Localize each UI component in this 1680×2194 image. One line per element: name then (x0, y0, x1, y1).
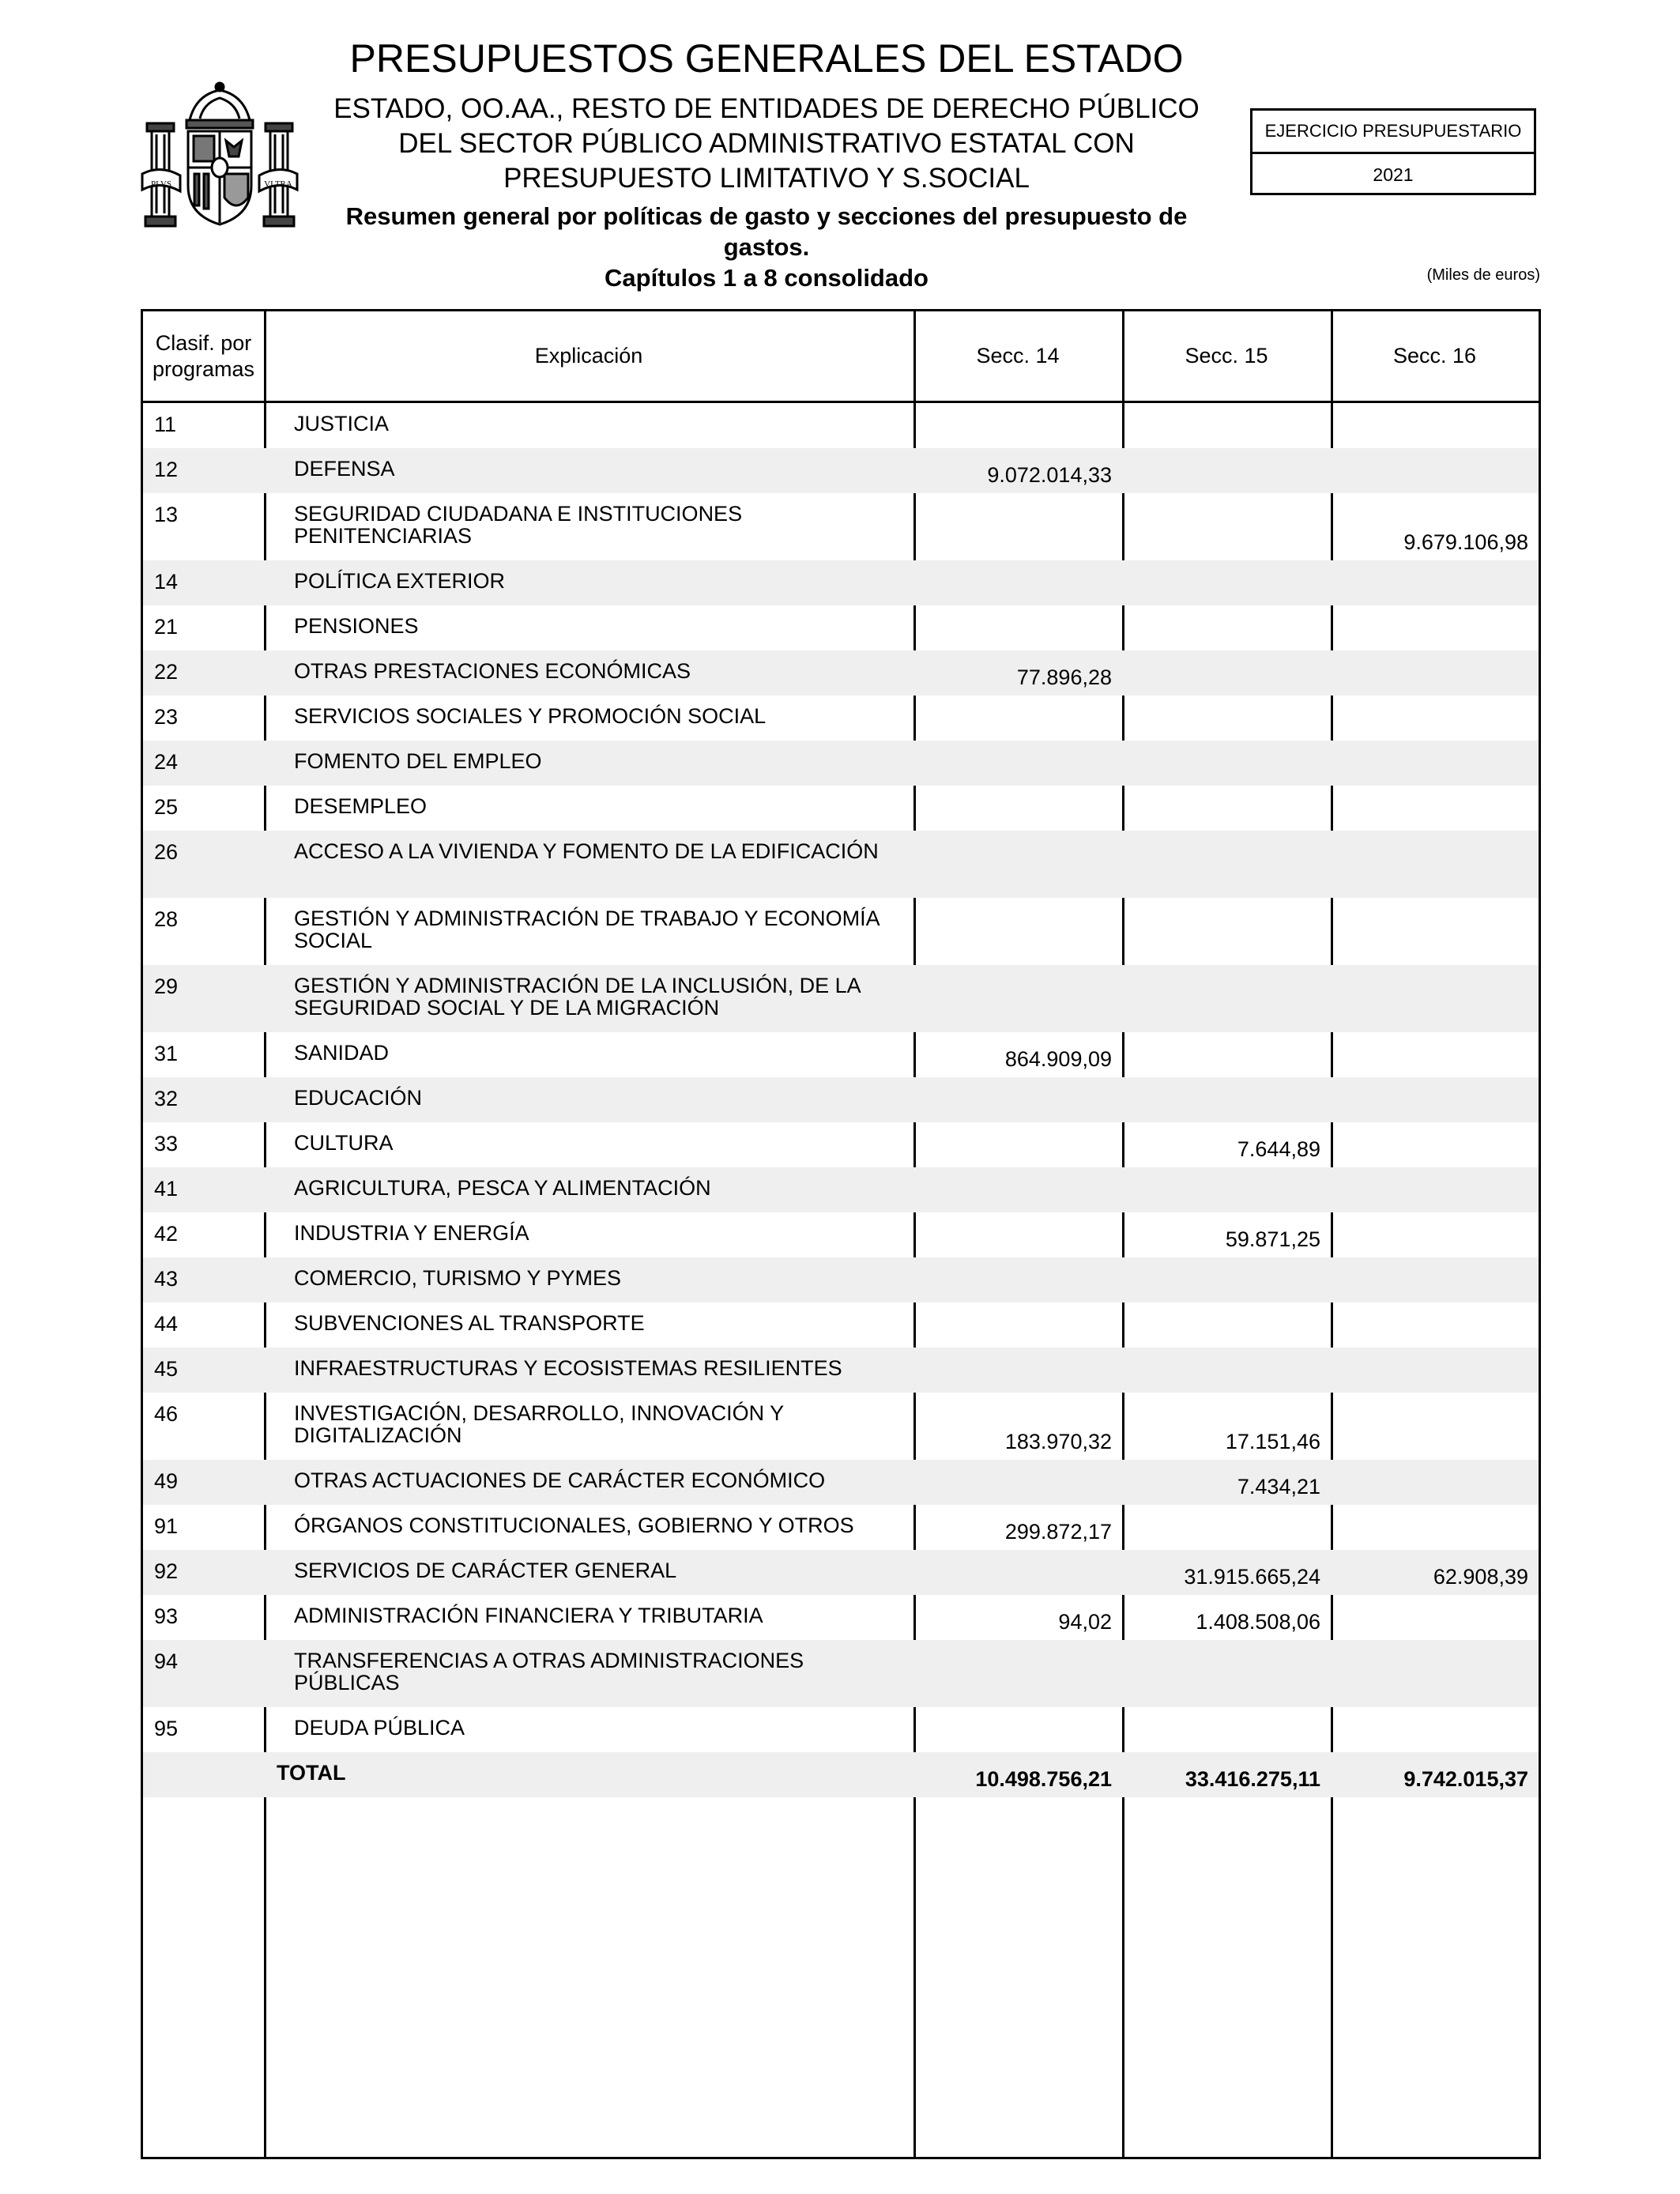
table-row (143, 650, 1539, 696)
table-row (143, 1595, 1539, 1640)
row-secc-15 (1122, 1167, 1331, 1212)
row-explicacion: FOMENTO DEL EMPLEO (294, 749, 542, 773)
row-code: 24 (154, 750, 179, 774)
row-explicacion: ACCESO A LA VIVIENDA Y FOMENTO DE LA EDIFICACIÓN (294, 839, 879, 863)
table-row (143, 605, 1539, 650)
table-row (143, 741, 1539, 786)
column-header-secc-15: Secc. 15 (1185, 344, 1268, 368)
row-secc-15 (1122, 965, 1331, 1032)
row-code: 21 (154, 615, 179, 639)
row-secc-15 (1122, 741, 1331, 786)
row-secc-15: 31.915.665,24 (1184, 1565, 1320, 1589)
row-secc-15 (1122, 493, 1331, 560)
row-explicacion: ADMINISTRACIÓN FINANCIERA Y TRIBUTARIA (294, 1604, 763, 1627)
table-row (143, 786, 1539, 831)
table-row (143, 831, 1539, 898)
row-code: 43 (154, 1267, 179, 1291)
row-secc-14: 94,02 (1058, 1610, 1112, 1634)
total-label: TOTAL (277, 1761, 346, 1785)
row-code: 91 (154, 1514, 179, 1538)
row-secc-14 (913, 1707, 1122, 1752)
page-title: PRESUPUESTOS GENERALES DEL ESTADO (349, 36, 1184, 81)
row-secc-15 (1122, 831, 1331, 898)
row-secc-15 (1122, 1077, 1331, 1122)
table-row (143, 1167, 1539, 1212)
row-explicacion: SUBVENCIONES AL TRANSPORTE (294, 1311, 645, 1335)
description-line: Capítulos 1 a 8 consolidado (605, 264, 929, 292)
row-explicacion: COMERCIO, TURISMO Y PYMES (294, 1266, 622, 1290)
table-row (143, 898, 1539, 965)
row-secc-15: 7.644,89 (1237, 1137, 1320, 1161)
row-secc-15 (1122, 696, 1331, 741)
row-secc-14: 864.909,09 (1004, 1047, 1112, 1071)
row-explicacion: SANIDAD (294, 1041, 390, 1065)
row-explicacion: OTRAS ACTUACIONES DE CARÁCTER ECONÓMICO (294, 1468, 826, 1492)
row-explicacion: POLÍTICA EXTERIOR (294, 569, 506, 593)
row-code: 22 (154, 660, 179, 684)
row-secc-14 (913, 1460, 1122, 1505)
row-secc-15 (1122, 1505, 1331, 1550)
row-secc-16 (1331, 1167, 1539, 1212)
row-secc-16 (1331, 448, 1539, 493)
row-code: 93 (154, 1604, 179, 1628)
row-explicacion: DEUDA PÚBLICA (294, 1716, 465, 1740)
row-code: 25 (154, 795, 179, 819)
total-secc-16: 9.742.015,37 (1403, 1767, 1528, 1791)
row-explicacion: DEFENSA (294, 457, 395, 481)
row-secc-15 (1122, 560, 1331, 605)
row-secc-14 (913, 1167, 1122, 1212)
row-explicacion: AGRICULTURA, PESCA Y ALIMENTACIÓN (294, 1176, 711, 1200)
row-secc-15 (1122, 1302, 1331, 1348)
table-row (143, 1640, 1539, 1707)
row-code: 92 (154, 1559, 179, 1583)
row-secc-15 (1122, 786, 1331, 831)
subtitle-line: ESTADO, OO.AA., RESTO DE ENTIDADES DE DERECHO PÚBLICO (333, 93, 1200, 124)
total-secc-14: 10.498.756,21 (975, 1767, 1112, 1791)
row-secc-15 (1122, 1348, 1331, 1393)
row-code: 14 (154, 570, 179, 594)
row-secc-16 (1331, 1707, 1539, 1752)
table-row (143, 1212, 1539, 1257)
row-secc-15 (1122, 605, 1331, 650)
table-row (143, 1302, 1539, 1348)
row-secc-16 (1331, 560, 1539, 605)
row-secc-16 (1331, 1348, 1539, 1393)
row-secc-15 (1122, 650, 1331, 696)
table-row (143, 560, 1539, 605)
row-explicacion: PENSIONES (294, 614, 419, 638)
table-row (143, 1505, 1539, 1550)
row-secc-15: 1.408.508,06 (1196, 1610, 1320, 1634)
table-row (143, 1077, 1539, 1122)
table-row (143, 1460, 1539, 1505)
row-secc-14 (913, 493, 1122, 560)
row-explicacion: INVESTIGACIÓN, DESARROLLO, INNOVACIÓN Y DIGITALIZACIÓN (294, 1401, 784, 1447)
row-secc-16 (1331, 650, 1539, 696)
table-row (143, 448, 1539, 493)
row-secc-14 (913, 1550, 1122, 1595)
row-explicacion: DESEMPLEO (294, 794, 428, 818)
row-secc-16: 9.679.106,98 (1403, 530, 1528, 554)
table-row (143, 1348, 1539, 1393)
row-secc-14 (913, 403, 1122, 448)
column-header-secc-16: Secc. 16 (1392, 344, 1477, 368)
row-secc-15 (1122, 1640, 1331, 1707)
row-secc-16 (1331, 696, 1539, 741)
row-explicacion: GESTIÓN Y ADMINISTRACIÓN DE LA INCLUSIÓN, DE LA SEGURIDAD SOCIAL Y DE LA MIGRACIÓN (294, 974, 861, 1020)
row-explicacion: SERVICIOS DE CARÁCTER GENERAL (294, 1559, 677, 1582)
subtitle-line: DEL SECTOR PÚBLICO ADMINISTRATIVO ESTATAL CON (398, 128, 1135, 159)
row-explicacion: TRANSFERENCIAS A OTRAS ADMINISTRACIONES PÚBLICAS (294, 1649, 804, 1695)
row-secc-14 (913, 831, 1122, 898)
table-row (143, 493, 1539, 560)
row-code: 29 (154, 974, 179, 998)
row-secc-15 (1122, 1257, 1331, 1302)
row-explicacion: SEGURIDAD CIUDADANA E INSTITUCIONES PENITENCIARIAS (294, 502, 743, 548)
svg-text:VLTRA: VLTRA (264, 179, 292, 189)
row-secc-14 (913, 605, 1122, 650)
row-secc-15: 59.871,25 (1225, 1227, 1320, 1251)
table-row (143, 1550, 1539, 1595)
row-secc-15 (1122, 403, 1331, 448)
row-explicacion: OTRAS PRESTACIONES ECONÓMICAS (294, 659, 691, 683)
row-secc-16 (1331, 741, 1539, 786)
row-secc-16 (1331, 1212, 1539, 1257)
row-code: 31 (154, 1042, 179, 1065)
table-row (143, 1393, 1539, 1460)
table-body (143, 403, 1539, 1797)
row-secc-16 (1331, 965, 1539, 1032)
table-row (143, 965, 1539, 1032)
row-secc-15 (1122, 1032, 1331, 1077)
table-row (143, 1122, 1539, 1167)
row-code: 45 (154, 1357, 179, 1381)
row-secc-16: 62.908,39 (1433, 1565, 1528, 1589)
row-explicacion: SERVICIOS SOCIALES Y PROMOCIÓN SOCIAL (294, 704, 767, 728)
table-row (143, 403, 1539, 448)
row-code: 42 (154, 1222, 179, 1246)
row-explicacion: INDUSTRIA Y ENERGÍA (294, 1221, 529, 1245)
row-code: 41 (154, 1177, 179, 1201)
row-explicacion: CULTURA (294, 1131, 394, 1155)
row-code: 33 (154, 1132, 179, 1155)
total-code (143, 1752, 264, 1797)
row-secc-16 (1331, 1122, 1539, 1167)
row-secc-14 (913, 696, 1122, 741)
row-secc-16 (1331, 1257, 1539, 1302)
budget-table (141, 309, 1541, 2159)
row-secc-14 (913, 965, 1122, 1032)
row-secc-14: 9.072.014,33 (987, 463, 1112, 487)
row-secc-14 (913, 1640, 1122, 1707)
column-header-clasif: Clasif. por programas (152, 330, 255, 381)
row-secc-14 (913, 1257, 1122, 1302)
row-secc-14 (913, 1077, 1122, 1122)
row-code: 11 (154, 413, 177, 436)
row-secc-16 (1331, 1302, 1539, 1348)
row-secc-14: 77.896,28 (1016, 665, 1112, 689)
row-secc-16 (1331, 403, 1539, 448)
row-secc-16 (1331, 1505, 1539, 1550)
row-secc-16 (1331, 786, 1539, 831)
row-explicacion: ÓRGANOS CONSTITUCIONALES, GOBIERNO Y OTROS (294, 1514, 854, 1537)
row-code: 13 (154, 503, 179, 526)
row-secc-16 (1331, 1032, 1539, 1077)
row-code: 28 (154, 907, 179, 931)
row-secc-14 (913, 898, 1122, 965)
page-subtitle (300, 92, 1233, 196)
row-secc-16 (1331, 898, 1539, 965)
row-code: 49 (154, 1469, 179, 1493)
description-line: Resumen general por políticas de gasto y secciones del presupuesto de gastos. (345, 202, 1188, 261)
row-secc-16 (1331, 1640, 1539, 1707)
report-description (300, 201, 1233, 293)
units-label: (Miles de euros) (1426, 266, 1540, 284)
row-code: 44 (154, 1312, 179, 1336)
row-secc-16 (1331, 1077, 1539, 1122)
row-secc-14 (913, 1212, 1122, 1257)
table-row (143, 1707, 1539, 1752)
table-row (143, 696, 1539, 741)
column-header-explicacion: Explicación (534, 344, 643, 368)
row-code: 26 (154, 840, 179, 864)
row-secc-14 (913, 560, 1122, 605)
row-secc-15 (1122, 898, 1331, 965)
row-explicacion: INFRAESTRUCTURAS Y ECOSISTEMAS RESILIENTES (294, 1356, 842, 1380)
row-secc-14: 299.872,17 (1004, 1520, 1112, 1544)
row-secc-14 (913, 1302, 1122, 1348)
table-row (143, 1032, 1539, 1077)
row-code: 46 (154, 1402, 179, 1426)
column-header-secc-14: Secc. 14 (976, 344, 1060, 368)
row-secc-16 (1331, 831, 1539, 898)
row-secc-16 (1331, 1595, 1539, 1640)
row-secc-16 (1331, 1460, 1539, 1505)
table-row (143, 1257, 1539, 1302)
row-explicacion: EDUCACIÓN (294, 1086, 423, 1110)
row-secc-14: 183.970,32 (1004, 1430, 1112, 1453)
row-secc-16 (1331, 1393, 1539, 1460)
coat-of-arms-icon (141, 79, 299, 231)
row-secc-14 (913, 1122, 1122, 1167)
row-code: 94 (154, 1649, 179, 1673)
row-secc-16 (1331, 605, 1539, 650)
ejercicio-year: 2021 (1373, 164, 1414, 185)
ejercicio-box (1250, 108, 1536, 195)
row-secc-14 (913, 1348, 1122, 1393)
row-secc-14 (913, 786, 1122, 831)
row-explicacion: JUSTICIA (294, 412, 390, 435)
row-secc-15: 7.434,21 (1237, 1475, 1320, 1498)
row-code: 12 (154, 458, 179, 481)
row-code: 23 (154, 705, 179, 729)
subtitle-line: PRESUPUESTO LIMITATIVO Y S.SOCIAL (503, 163, 1030, 194)
total-secc-15: 33.416.275,11 (1185, 1767, 1320, 1791)
svg-text:PLVS: PLVS (151, 179, 171, 189)
row-code: 95 (154, 1717, 179, 1740)
row-secc-14 (913, 741, 1122, 786)
row-code: 32 (154, 1087, 179, 1110)
ejercicio-label: EJERCICIO PRESUPUESTARIO (1252, 111, 1534, 154)
total-row (143, 1752, 1539, 1797)
row-secc-15 (1122, 448, 1331, 493)
row-secc-15: 17.151,46 (1225, 1430, 1320, 1453)
row-secc-15 (1122, 1707, 1331, 1752)
row-explicacion: GESTIÓN Y ADMINISTRACIÓN DE TRABAJO Y ECONOMÍA SOCIAL (294, 907, 880, 952)
